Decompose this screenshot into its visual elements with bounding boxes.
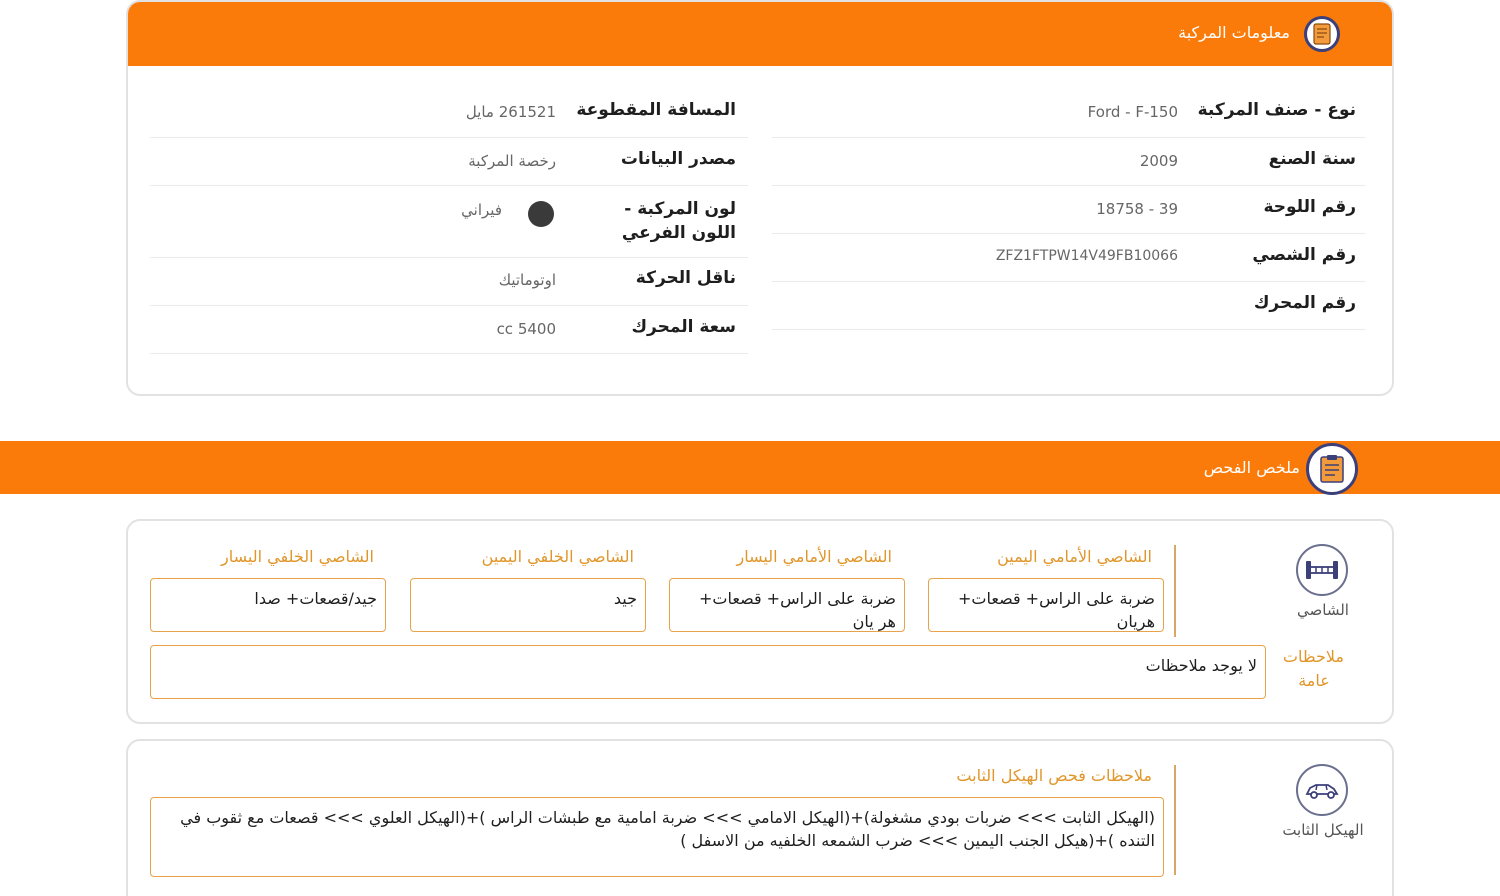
clipboard-icon [1306, 443, 1358, 495]
info-label: رقم المحرك [1253, 293, 1356, 313]
chassis-value-box: جيد/قصعات+ صدا [150, 578, 386, 632]
color-swatch [528, 201, 554, 227]
info-value: Ford - F-150 [1087, 103, 1178, 121]
divider [1174, 545, 1176, 637]
chassis-value-box: ضربة على الراس+ قصعات+ هر يان [669, 578, 905, 632]
info-value: رخصة المركبة [468, 152, 556, 170]
inspection-summary-title: ملخص الفحص [1203, 458, 1300, 477]
document-icon [1304, 16, 1340, 52]
info-value: اوتوماتيك [498, 271, 556, 289]
chassis-value-box: جيد [410, 578, 646, 632]
chassis-card [126, 519, 1394, 724]
chassis-icon [1296, 544, 1348, 596]
fixed-frame-label: الهيكل الثابت [1282, 821, 1364, 839]
info-value: 18758 - 39 [1096, 200, 1178, 218]
column-title: الشاصي الخلفي اليمين [481, 547, 634, 566]
info-value: 2009 [1139, 152, 1178, 170]
frame-notes-title: ملاحظات فحص الهيكل الثابت [956, 766, 1152, 785]
info-value: ZFZ1FTPW14V49FB10066 [995, 248, 1178, 264]
info-label: رقم اللوحة [1263, 197, 1356, 217]
info-label: نوع - صنف المركبة [1197, 100, 1356, 120]
inspection-summary-header [0, 441, 1500, 494]
vehicle-info-header [128, 2, 1392, 66]
info-value: فيراني [461, 201, 502, 219]
car-frame-icon [1296, 764, 1348, 816]
frame-notes-box: (الهيكل الثابت >>> ضربات بودي مشغولة)+(الهيكل الامامي >>> ضربة امامية مع طبشات الراس )+(الهيكل العلوي >>> قصعات مع ثقوب في التنده )+(هيكل الجنب اليمين >>> ضرب الشمعه الخلفيه من الاسفل ) [150, 797, 1164, 877]
info-label: سنة الصنع [1268, 149, 1356, 169]
chassis-label: الشاصي [1297, 601, 1349, 619]
chassis-value-box: ضربة على الراس+ قصعات+ هريان [928, 578, 1164, 632]
fixed-frame-card [126, 739, 1394, 896]
general-notes-label: ملاحظات عامة [1282, 647, 1344, 690]
column-title: الشاصي الخلفي اليسار [221, 547, 374, 566]
info-label: المسافة المقطوعة [576, 100, 736, 120]
info-label: سعة المحرك [631, 317, 736, 337]
column-title: الشاصي الأمامي اليسار [736, 547, 892, 566]
general-notes-box: لا يوجد ملاحظات [150, 645, 1266, 699]
info-label: لون المركبة - اللون الفرعي [621, 199, 736, 243]
info-value: cc 5400 [496, 320, 556, 338]
vehicle-info-card [126, 0, 1394, 396]
info-label: ناقل الحركة [635, 268, 736, 288]
column-title: الشاصي الأمامي اليمين [997, 547, 1152, 566]
info-label: رقم الشصي [1252, 245, 1356, 265]
info-label: مصدر البيانات [620, 149, 736, 169]
vehicle-info-title: معلومات المركبة [1178, 23, 1290, 42]
info-value: 261521 مايل [465, 103, 556, 121]
divider [1174, 765, 1176, 875]
